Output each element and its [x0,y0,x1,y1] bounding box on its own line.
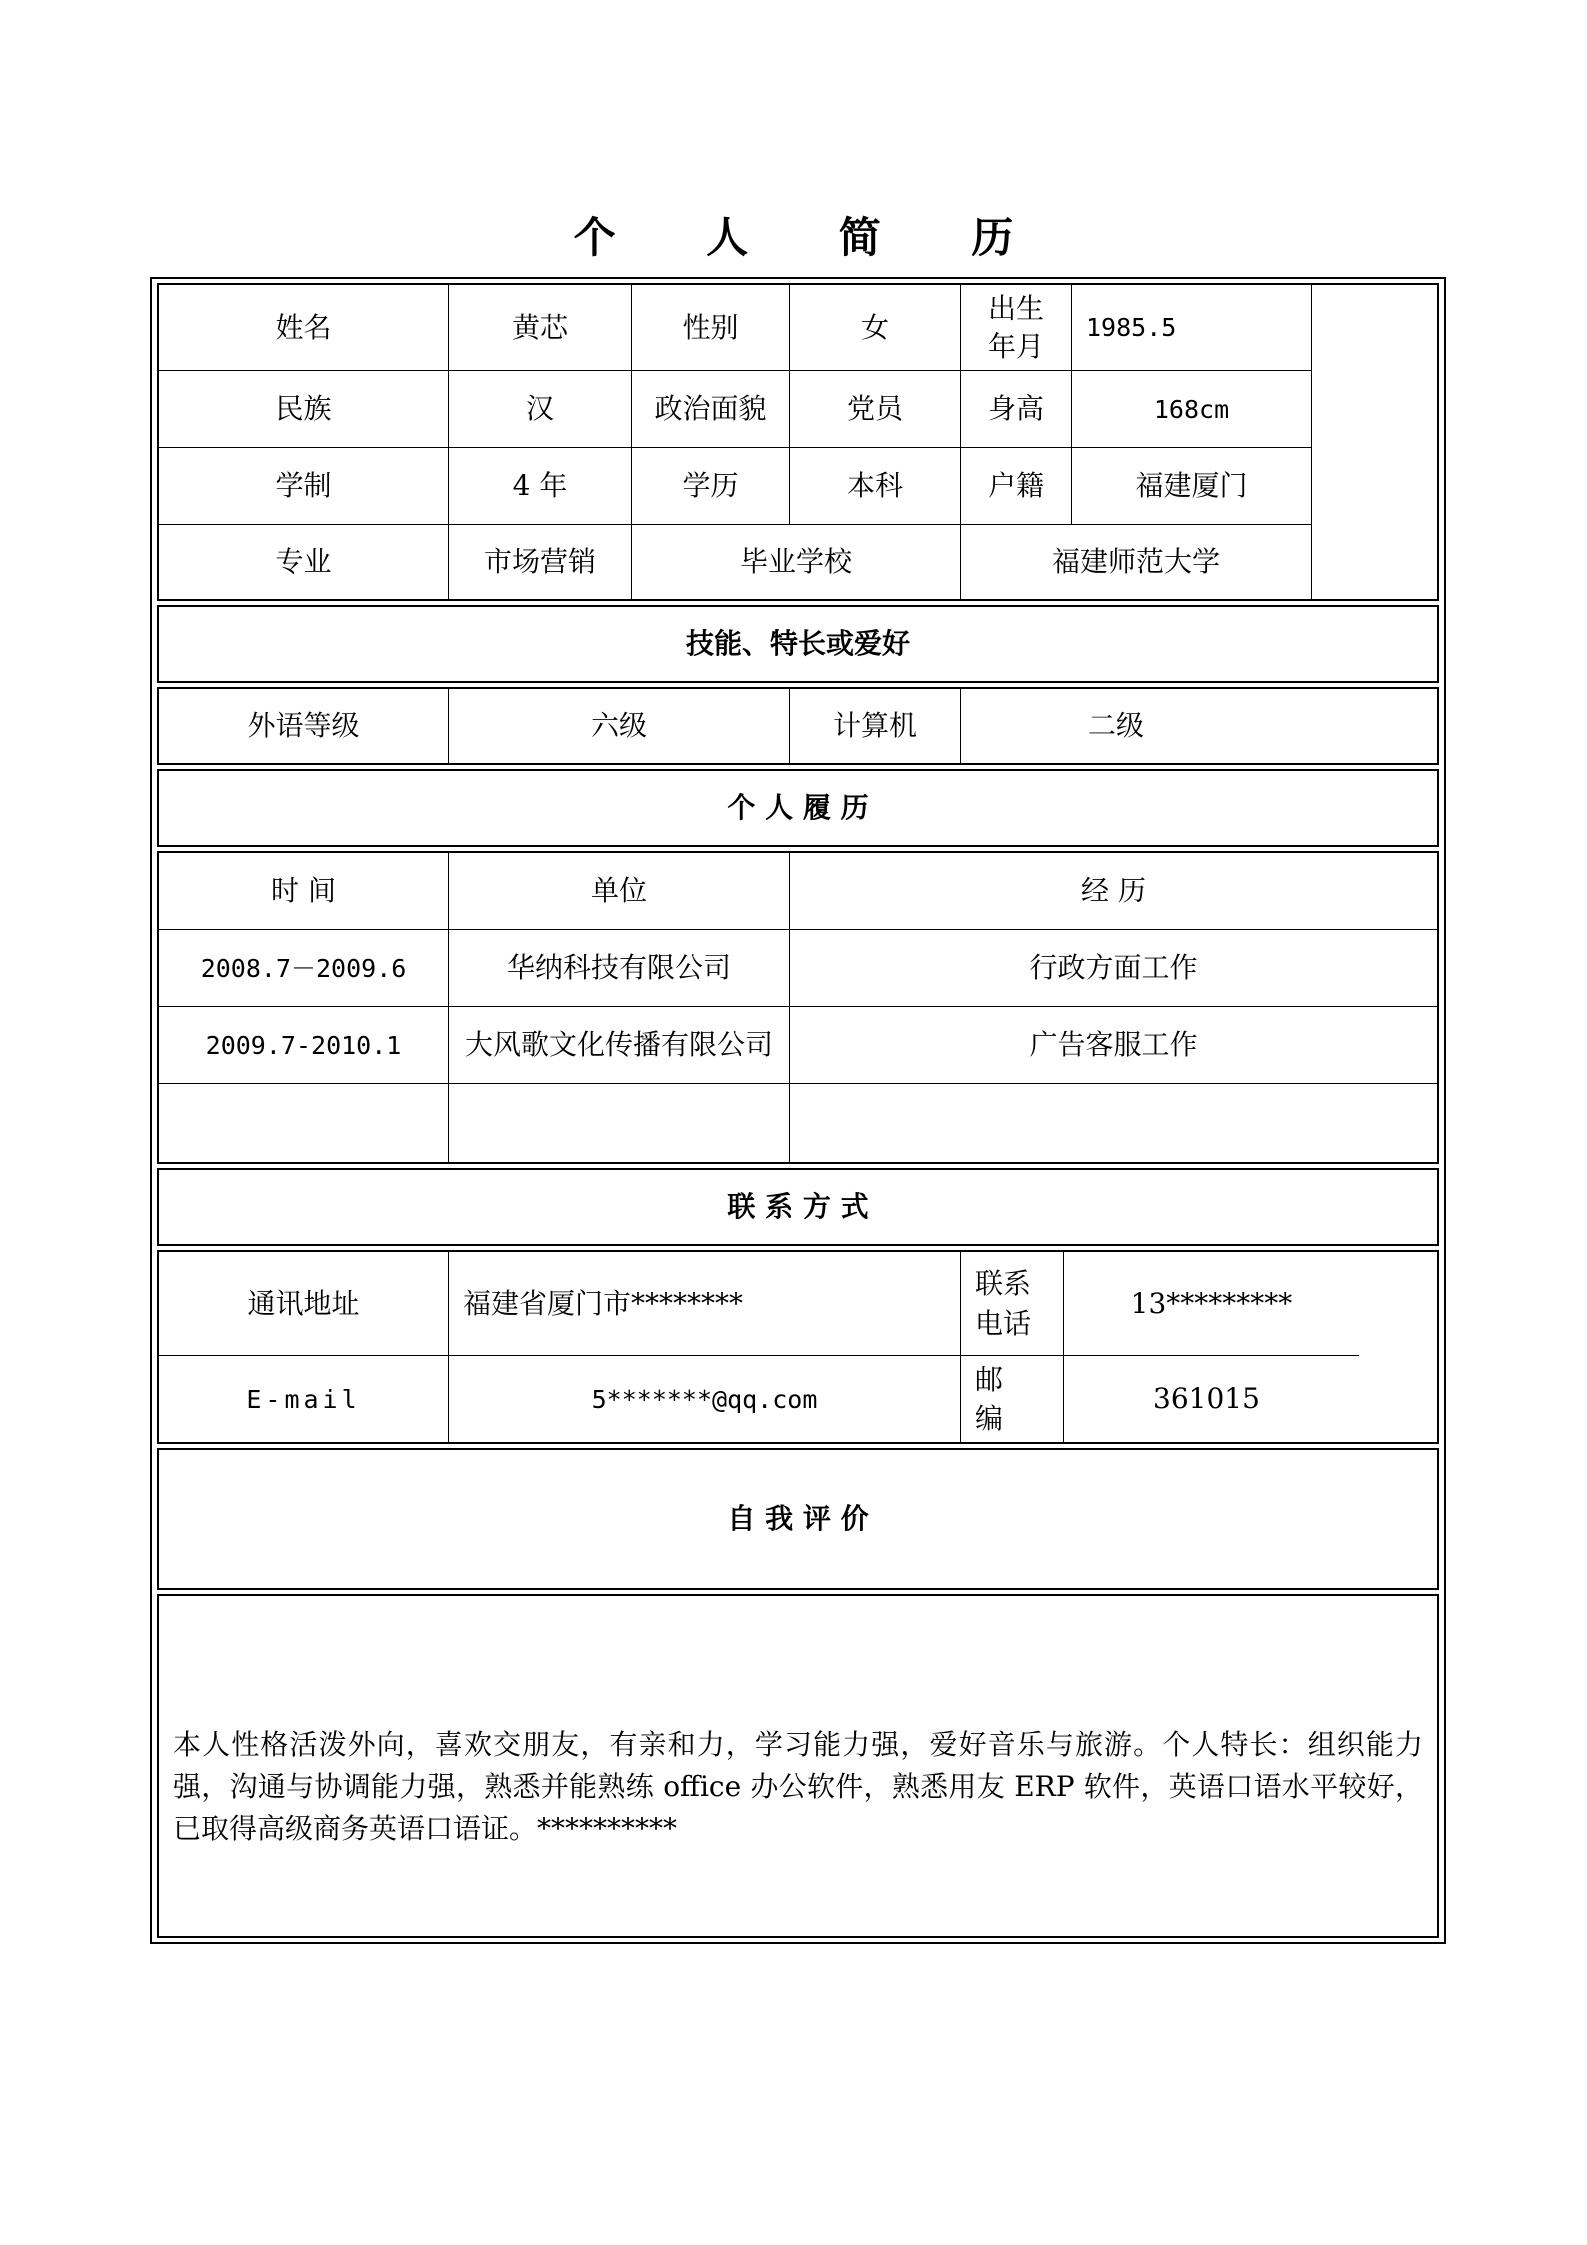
major-value: 市场营销 [449,525,632,599]
computer-value: 二级 [1087,709,1144,743]
self-eval-text: 本人性格活泼外向，喜欢交朋友，有亲和力，学习能力强，爱好音乐与旅游。个人特长：组织能力强，沟通与协调能力强，熟悉并能熟练 office 办公软件，熟悉用友 ERP 软件，英语口语水平较好，已取得高级商务英语口语证。********** [173,1728,1423,1845]
self-eval-header: 自 我 评 价 [727,1502,869,1536]
skills-header: 技能、特长或爱好 [685,627,910,661]
table-row-company: 华纳科技有限公司 [449,930,790,1007]
address-value: 福建省厦门市******** [449,1252,961,1356]
political-value: 党员 [790,371,961,448]
language-value: 六级 [449,689,790,763]
language-label: 外语等级 [159,689,449,763]
table-row-time: 2008.7－2009.6 [159,930,449,1007]
height-value: 168cm [1072,371,1312,448]
contact-table [157,1250,1439,1444]
height-label: 身高 [961,371,1072,448]
basic-info-section [157,283,1439,601]
experience-header: 个 人 履 历 [727,791,869,825]
self-eval-header-section [157,1448,1439,1590]
computer-label: 计算机 [790,689,961,763]
email-value: 5*******@qq.com [449,1356,961,1442]
experience-header-section [157,769,1439,847]
major-label: 专业 [159,525,449,599]
gender-value: 女 [790,285,961,371]
contact-header-section [157,1168,1439,1246]
birth-label [961,285,1072,371]
gender-label: 性别 [632,285,790,371]
zip-label-line1: 邮 [975,1362,1004,1396]
experience-table [157,851,1439,1164]
table-row-time: 2009.7-2010.1 [159,1007,449,1084]
degree-label: 学历 [632,448,790,525]
political-label: 政治面貌 [632,371,790,448]
zip-label-line2: 编 [975,1402,1004,1435]
empty-row-cell [790,1084,1437,1162]
col-time-header: 时 间 [159,853,449,930]
school-value: 福建师范大学 [961,525,1312,599]
empty-row-cell [159,1084,449,1162]
address-label: 通讯地址 [159,1252,449,1356]
self-eval-body [157,1594,1439,1938]
phone-label-line1: 联系 [975,1267,1032,1301]
phone-label-line2: 电话 [975,1306,1032,1340]
birth-value: 1985.5 [1072,285,1312,371]
hukou-label: 户籍 [961,448,1072,525]
schooling-value: 4 年 [449,448,632,525]
degree-value: 本科 [790,448,961,525]
schooling-label: 学制 [159,448,449,525]
birth-label-line1: 出生 [987,291,1044,325]
table-row-company: 大风歌文化传播有限公司 [449,1007,790,1084]
col-company-header: 单位 [449,853,790,930]
resume-table [150,277,1446,1944]
table-row-exp: 广告客服工作 [790,1007,1437,1084]
skills-header-section [157,605,1439,683]
phone-label [961,1252,1064,1356]
col-exp-header: 经 历 [790,853,1437,930]
school-label: 毕业学校 [632,525,961,599]
table-row-exp: 行政方面工作 [790,930,1437,1007]
birth-label-line2: 年月 [987,329,1044,363]
ethnicity-value: 汉 [449,371,632,448]
photo-area [1312,285,1437,599]
name-label: 姓名 [159,285,449,371]
zip-label [961,1356,1064,1442]
email-label: E-mail [159,1356,449,1442]
page-title: 个 人 简 历 [573,213,1052,262]
ethnicity-label: 民族 [159,371,449,448]
name-value: 黄芯 [449,285,632,371]
zip-value: 361015 [1153,1382,1260,1416]
hukou-value: 福建厦门 [1072,448,1312,525]
empty-row-cell [449,1084,790,1162]
phone-value: 13********* [1064,1252,1359,1356]
contact-header: 联 系 方 式 [727,1190,869,1224]
skills-row-section [157,687,1439,765]
